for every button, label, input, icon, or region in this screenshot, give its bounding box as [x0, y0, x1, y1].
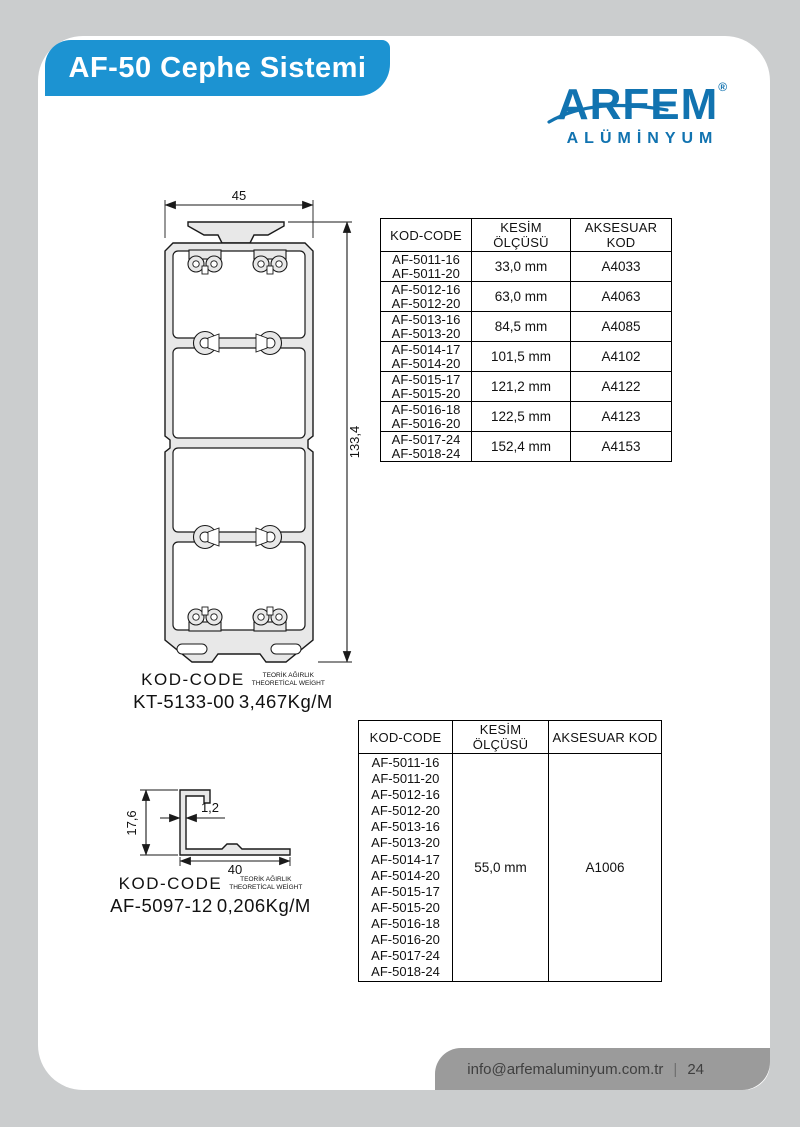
col-header-aksesuar: AKSESUAR KOD: [571, 219, 672, 252]
brand-subtitle: ALÜMİNYUM: [566, 130, 719, 147]
table-row: [381, 402, 672, 432]
flange-slot: [177, 644, 207, 654]
kesim-cell: 55,0 mm: [453, 754, 549, 982]
code-cell: AF-5012-16 AF-5012-20: [381, 282, 472, 312]
profile-code: AF-5097-12: [110, 895, 213, 916]
col-header-kesim: KESİM ÖLÇÜSÜ: [472, 219, 571, 252]
footer-separator: |: [673, 1060, 678, 1078]
aksesuar-cell: A4153: [571, 432, 672, 462]
footer-page-number: 24: [687, 1060, 704, 1078]
dim-thickness-label: 1,2: [200, 800, 220, 815]
col-header-kod: KOD-CODE: [359, 721, 453, 754]
angle-profile-shape: [180, 790, 290, 855]
dim-width-label: 45: [231, 190, 247, 203]
table-row: [381, 282, 672, 312]
kesim-cell: 63,0 mm: [472, 282, 571, 312]
code-cell: AF-5015-17 AF-5015-20: [381, 372, 472, 402]
flange-slot: [271, 644, 301, 654]
code-cell: AF-5011-16 AF-5011-20: [381, 252, 472, 282]
weight-heading-tr: TEORİK AĞIRLIK: [262, 672, 314, 679]
kod-code-label: KOD-CODE: [141, 670, 245, 689]
kesim-cell: 84,5 mm: [472, 312, 571, 342]
table-row: [381, 372, 672, 402]
dim-height-label: 133,4: [347, 425, 362, 459]
c-boss: [256, 526, 282, 549]
dim-height-label: 17,6: [124, 810, 139, 836]
aksesuar-cell: A4123: [571, 402, 672, 432]
code-cell: AF-5013-16 AF-5013-20: [381, 312, 472, 342]
aksesuar-cell: A4063: [571, 282, 672, 312]
aksesuar-cell: A4033: [571, 252, 672, 282]
aksesuar-cell: A1006: [549, 754, 662, 982]
registered-mark: ®: [718, 80, 729, 94]
kesim-cell: 122,5 mm: [472, 402, 571, 432]
spec-table-2: [358, 720, 662, 982]
table-row: [381, 312, 672, 342]
profile-drawing-angle: [100, 770, 320, 880]
weight-heading: [229, 874, 302, 891]
brand-logo: [535, 64, 750, 148]
kesim-cell: 121,2 mm: [472, 372, 571, 402]
code-cell: AF-5016-18 AF-5016-20: [381, 402, 472, 432]
profile-weight: 3,467Kg/M: [238, 691, 333, 712]
code-list-cell: AF-5011-16 AF-5011-20 AF-5012-16 AF-5012-20 AF-5013-16 AF-5013-20 AF-5014-17 AF-5014-20 AF-5015-17 AF-5015-20 AF-5016-18 AF-5016-20 AF-5017-24 AF-5018-24: [359, 754, 453, 982]
aksesuar-cell: A4085: [571, 312, 672, 342]
col-header-kesim: KESİM ÖLÇÜSÜ: [453, 721, 549, 754]
code-cell: AF-5014-17 AF-5014-20: [381, 342, 472, 372]
footer-email: info@arfemaluminyum.com.tr: [467, 1060, 664, 1078]
dim-width-label: 40: [227, 862, 243, 877]
kesim-cell: 101,5 mm: [472, 342, 571, 372]
col-header-kod: KOD-CODE: [381, 219, 472, 252]
profile-weight: 0,206Kg/M: [216, 895, 311, 916]
brand-name: ARFEM: [556, 80, 719, 129]
footer-band: [435, 1048, 770, 1090]
weight-heading-en: THEORETİCAL WEİGHT: [229, 883, 303, 891]
table-row: [381, 252, 672, 282]
spec-table-1: [380, 218, 672, 462]
drawing1-label: [128, 670, 338, 713]
weight-heading-en: THEORETİCAL WEİGHT: [251, 679, 325, 687]
aksesuar-cell: A4122: [571, 372, 672, 402]
c-boss: [194, 526, 220, 549]
profile-cap: [188, 222, 284, 243]
profile-drawing-mullion: [120, 190, 370, 690]
page-title: AF-50 Cephe Sistemi: [45, 40, 390, 96]
profile-chamber: [173, 448, 305, 532]
c-boss: [194, 332, 220, 355]
profile-code: KT-5133-00: [133, 691, 235, 712]
weight-heading: [252, 670, 325, 687]
aksesuar-cell: A4102: [571, 342, 672, 372]
profile-chamber: [173, 348, 305, 438]
code-cell: AF-5017-24 AF-5018-24: [381, 432, 472, 462]
col-header-aksesuar: AKSESUAR KOD: [549, 721, 662, 754]
kesim-cell: 152,4 mm: [472, 432, 571, 462]
kod-code-label: KOD-CODE: [118, 874, 223, 893]
drawing2-label: [103, 874, 318, 917]
table-row: [381, 342, 672, 372]
table-row: [359, 754, 662, 982]
brand-wordmark: [535, 64, 750, 128]
table-row: [381, 432, 672, 462]
weight-heading-tr: TEORİK AĞIRLIK: [240, 876, 292, 883]
c-boss: [256, 332, 282, 355]
kesim-cell: 33,0 mm: [472, 252, 571, 282]
